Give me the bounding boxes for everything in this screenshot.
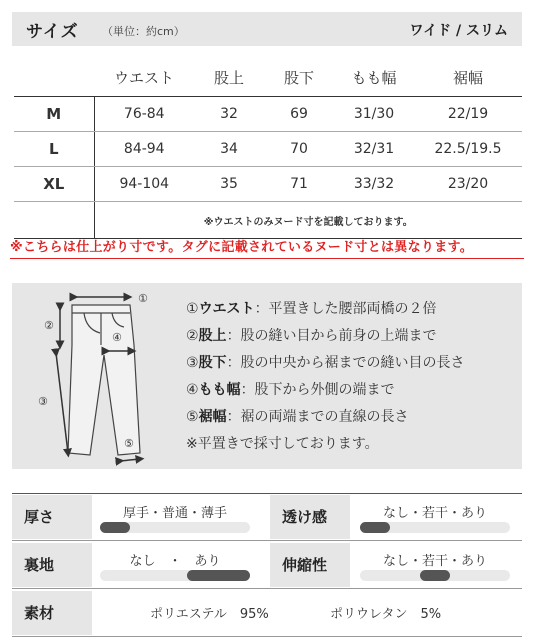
spec-label-thickness: 厚さ [12, 495, 92, 539]
transparency-scale [360, 522, 510, 533]
list-item: ③股下：股の中央から裾までの縫い目の長さ [186, 355, 465, 371]
header-title: サイズ [26, 22, 79, 42]
table-cell: 22/19 [414, 97, 522, 132]
table-note-row [14, 202, 522, 239]
inseam-arrow [56, 353, 68, 453]
measurement-list [186, 296, 465, 458]
material-value-2: ポリウレタン 5% [330, 607, 442, 622]
list-item: ④もも幅：股下から外側の端まで [186, 382, 395, 398]
col-hem: 裾幅 [414, 58, 522, 97]
spec-label-transparency: 透け感 [270, 495, 350, 539]
table-cell: 94-104 [94, 167, 194, 202]
spec-top-border [12, 493, 522, 494]
pants-outline-icon [68, 305, 140, 455]
size-header [12, 12, 522, 46]
lining-scale [100, 570, 250, 581]
list-item: ①ウエスト：平置きした腰部両橋の２倍 [186, 301, 437, 317]
col-inseam: 股下 [264, 58, 334, 97]
stretch-options: なし・若干・あり [382, 554, 487, 569]
table-cell: 23/20 [414, 167, 522, 202]
table-cell: 32/31 [334, 132, 414, 167]
col-rise: 股上 [194, 58, 264, 97]
table-cell: 70 [264, 132, 334, 167]
col-thigh: もも幅 [334, 58, 414, 97]
lining-options: なし ・ あり [129, 554, 221, 569]
transparency-indicator [360, 522, 390, 533]
thickness-indicator [100, 522, 130, 533]
header-unit: （単位：約cm） [102, 25, 185, 38]
size-table [14, 58, 522, 239]
list-item: ②股上：股の縫い目から前身の上端まで [186, 328, 437, 344]
pants-diagram [28, 283, 178, 469]
spec-bottom-border [12, 636, 522, 637]
size-label: L [14, 132, 94, 167]
table-cell: 84-94 [94, 132, 194, 167]
size-label: XL [14, 167, 94, 202]
spec-label-stretch: 伸縮性 [270, 543, 350, 587]
stretch-scale [360, 570, 510, 581]
marker-1: ① [138, 292, 148, 305]
thickness-scale [100, 522, 250, 533]
table-row [14, 132, 522, 167]
table-cell: 33/32 [334, 167, 414, 202]
spec-divider [12, 588, 522, 589]
spec-label-material: 素材 [12, 591, 92, 635]
spec-label-lining: 裏地 [12, 543, 92, 587]
stretch-indicator [420, 570, 450, 581]
table-cell: 22.5/19.5 [414, 132, 522, 167]
size-label: M [14, 97, 94, 132]
warning-underline [10, 258, 524, 259]
table-row [14, 167, 522, 202]
corner-cell [14, 58, 94, 97]
table-cell: 31/30 [334, 97, 414, 132]
measure-note: ※平置きで採寸しております。 [186, 436, 379, 452]
hem-arrow [120, 459, 140, 461]
col-waist: ウエスト [94, 58, 194, 97]
marker-2: ② [44, 319, 54, 332]
marker-5: ⑤ [124, 437, 134, 450]
transparency-options: なし・若干・あり [382, 506, 487, 521]
material-value-1: ポリエステル 95% [150, 607, 269, 622]
table-cell: 71 [264, 167, 334, 202]
table-row [14, 97, 522, 132]
table-cell: 34 [194, 132, 264, 167]
table-cell: 35 [194, 167, 264, 202]
marker-4: ④ [112, 331, 122, 344]
list-item: ⑤裾幅：裾の両端までの直線の長さ [186, 409, 409, 425]
table-cell: 32 [194, 97, 264, 132]
table-cell: 69 [264, 97, 334, 132]
size-table-header [14, 58, 522, 97]
thickness-options: 厚手・普通・薄手 [122, 506, 227, 521]
lining-indicator [187, 570, 250, 581]
table-note: ※ウエストのみヌード寸を記載しております。 [94, 202, 522, 239]
note-corner [14, 202, 94, 239]
warning-text: ※こちらは仕上がり寸です。タグに記載されているヌード寸とは異なります。 [10, 240, 474, 255]
table-cell: 76-84 [94, 97, 194, 132]
spec-divider [12, 540, 522, 541]
marker-3: ③ [38, 395, 48, 408]
header-fit: ワイド / スリム [409, 23, 508, 39]
